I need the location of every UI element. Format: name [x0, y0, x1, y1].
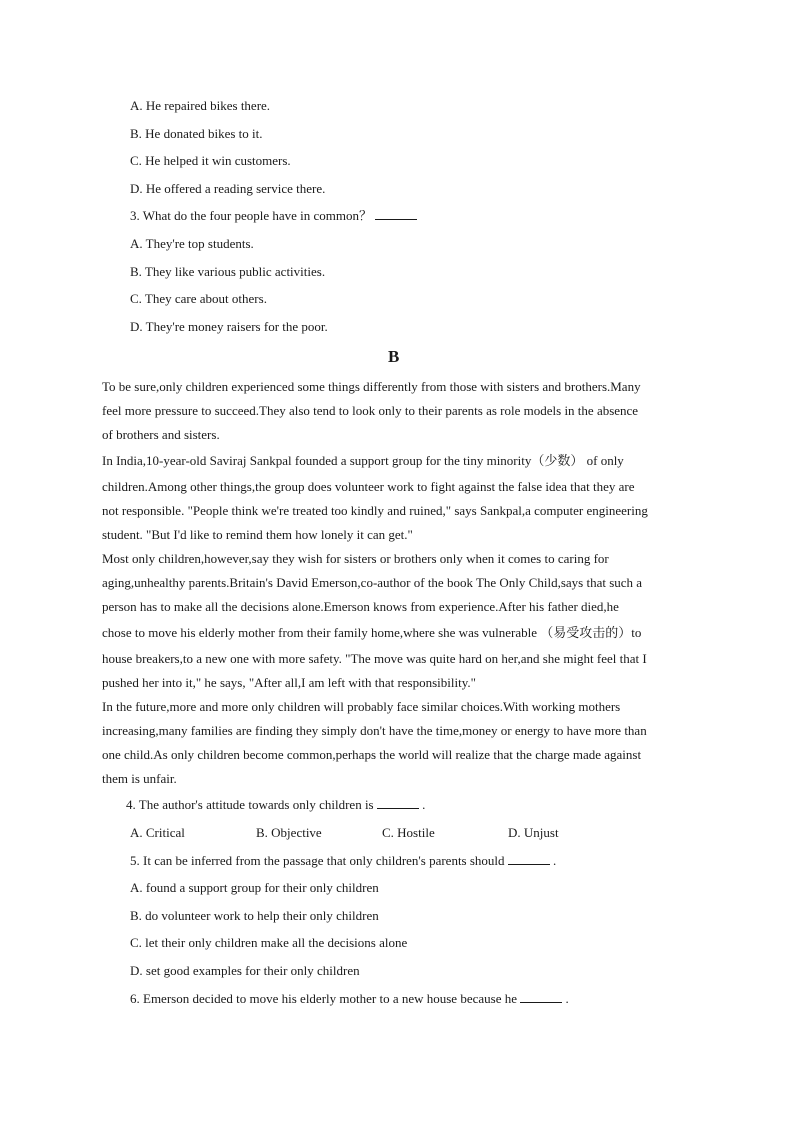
passage-line: not responsible. "People think we're treated too kindly and ruined," says Sankpal,a computer engineering — [102, 503, 648, 518]
q4-option-b: B. Objective — [256, 825, 322, 840]
passage-line: chose to move his elderly mother from their family home,where she was vulnerable （易受攻击的）to — [102, 625, 642, 640]
passage-line: house breakers,to a new one with more safety. "The move was quite hard on her,and she might feel that I — [102, 651, 647, 666]
q6-stem-end: . — [565, 991, 569, 1006]
q3-option-c: C. They care about others. — [130, 291, 267, 306]
q4-option-d: D. Unjust — [508, 825, 559, 840]
passage-line: student. "But I'd like to remind them how lonely it can get." — [102, 527, 413, 542]
q2-option-c: C. He helped it win customers. — [130, 153, 291, 168]
q5-stem-end: . — [553, 853, 557, 868]
q3-option-a: A. They're top students. — [130, 236, 254, 251]
q6-stem: 6. Emerson decided to move his elderly mother to a new house because he — [130, 991, 517, 1006]
q3-option-d: D. They're money raisers for the poor. — [130, 319, 328, 334]
passage-line: one child.As only children become common,perhaps the world will realize that the charge made against — [102, 747, 642, 762]
q4-stem-line — [126, 797, 425, 813]
passage-line: In the future,more and more only children will probably face similar choices.With working mothers — [102, 699, 621, 714]
q2-option-a: A. He repaired bikes there. — [130, 98, 271, 113]
passage-line: them is unfair. — [102, 771, 177, 786]
q5-option-d: D. set good examples for their only children — [130, 963, 360, 978]
passage-line: person has to make all the decisions alone.Emerson knows from experience.After his father died,he — [102, 599, 619, 614]
q4-option-c: C. Hostile — [382, 825, 435, 840]
q2-option-d: D. He offered a reading service there. — [130, 181, 326, 196]
passage-line: In India,10-year-old Saviraj Sankpal founded a support group for the tiny minority（少数） of only — [102, 453, 624, 468]
q5-option-a: A. found a support group for their only children — [130, 880, 379, 895]
q4-option-a: A. Critical — [130, 825, 185, 840]
section-title: B — [388, 347, 400, 366]
q3-answer-blank[interactable] — [375, 208, 417, 220]
q5-option-c: C. let their only children make all the decisions alone — [130, 935, 408, 950]
q6-stem-line — [130, 991, 569, 1007]
q3-stem: 3. What do the four people have in common？ — [130, 208, 373, 223]
q5-stem: 5. It can be inferred from the passage that only children's parents should — [130, 853, 505, 868]
q5-stem-line — [130, 853, 556, 869]
q4-stem-end: . — [422, 797, 426, 812]
q4-stem: 4. The author's attitude towards only children is — [126, 797, 374, 812]
q3-option-b: B. They like various public activities. — [130, 264, 326, 279]
passage-line: feel more pressure to succeed.They also tend to look only to their parents as role models in the absence — [102, 403, 639, 418]
passage-line: increasing,many families are finding they simply don't have the time,money or energy to have more than — [102, 723, 647, 738]
passage-line: To be sure,only children experienced some things differently from those with sisters and brothers.Many — [102, 379, 641, 394]
q5-option-b: B. do volunteer work to help their only children — [130, 908, 379, 923]
q4-answer-blank[interactable] — [377, 797, 419, 809]
passage-line: children.Among other things,the group does volunteer work to fight against the false idea that they are — [102, 479, 635, 494]
q6-answer-blank[interactable] — [520, 991, 562, 1003]
q5-answer-blank[interactable] — [508, 853, 550, 865]
passage-line: of brothers and sisters. — [102, 427, 220, 442]
q2-option-b: B. He donated bikes to it. — [130, 126, 263, 141]
passage-line: pushed her into it," he says, "After all,I am left with that responsibility." — [102, 675, 476, 690]
passage-line: Most only children,however,say they wish for sisters or brothers only when it comes to caring for — [102, 551, 609, 566]
passage-line: aging,unhealthy parents.Britain's David Emerson,co-author of the book The Only Child,says that such a — [102, 575, 643, 590]
q3-stem-line — [130, 208, 417, 224]
